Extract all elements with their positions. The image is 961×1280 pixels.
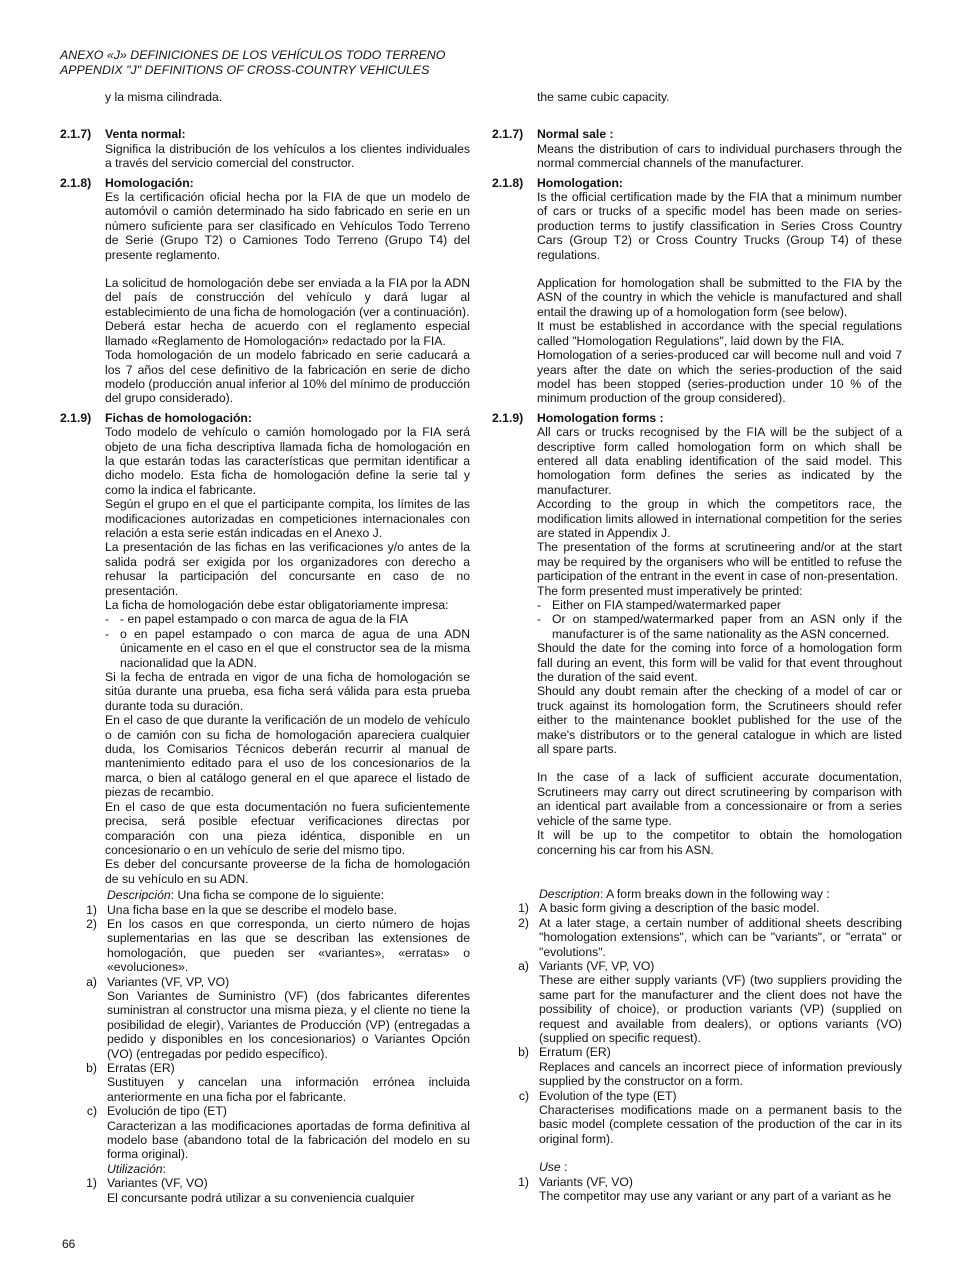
section-number: 2.1.9) bbox=[492, 410, 524, 425]
numbered-item: 1) Variants (VF, VO) The competitor may use any variant or any part of a variant as he bbox=[518, 1174, 892, 1204]
paragraph: It must be established in accordance with the special regulations called "Homologation Regulations", laid down by the FIA. bbox=[537, 319, 902, 348]
paragraph: Es deber del concursante proveerse de la ficha de homologación de su vehículo en su ADN. bbox=[105, 857, 470, 886]
section-title: Homologation forms : bbox=[537, 410, 664, 425]
paragraph: In the case of a lack of sufficient accurate documentation, Scrutineers may carry out direct scrutineering by comparison with an identical part available from a concessionaire or from a series vehicle of the same type. bbox=[537, 770, 902, 828]
description-text: : A form breaks down in the following way : bbox=[599, 886, 830, 901]
continued-text: y la misma cilindrada. bbox=[105, 90, 223, 104]
description-block: Descripción: Una ficha se compone de lo siguiente: 1) Una ficha base en la que se describe el modelo base. 2) En los casos en que corresponda, un cierto número de hojas suplementarias en las que se describan las extensiones de homologación, que pueden ser «variantes», «erratas» o «evoluciones». a) Variantes (VF, VP, VO) Son Variantes de Suministro (VF) (dos fabricantes diferentes suministran al constructor una misma pieza, y el cliente no tiene la posibilidad de elegir), Variantes de Producción (VP) (entregadas a pedido y disponibles en los concesionarios) o Variantes Opción (VO) (entregadas por pedido específico). b) Erratas (ER) Sustituyen y cancelan una información errónea incluida anteriormente en una ficha por el fabricante. c) Evolución de tipo (ET) Caracterizan a las modificaciones aportadas de forma definitiva al modelo base (abandono total de la fabricación del modelo en su forma original). Utilización: 1) Variantes (VF, VO) El concursante podrá utilizar a su conveniencia cualquier bbox=[60, 888, 470, 1205]
section-title: Fichas de homologación: bbox=[105, 410, 252, 425]
paragraph: La ficha de homologación debe estar obligatoriamente impresa: bbox=[105, 598, 449, 612]
section-number: 2.1.7) bbox=[60, 127, 92, 142]
section-number: 2.1.9) bbox=[60, 410, 92, 425]
lettered-item: b) Erratum (ER) Replaces and cancels an incorrect piece of information previously supplied by the constructor on a form. bbox=[518, 1045, 902, 1089]
dash-item: - o en papel estampado o con marca de agua de una ADN únicamente en el caso en el que el constructor sea de la misma nacionalidad que la ADN. bbox=[105, 626, 470, 670]
paragraph: All cars or trucks recognised by the FIA will be the subject of a descriptive form called homologation form on which shall be entered all data enabling identification of the said model. This homologation form defines the series as indicated by the manufacturer. bbox=[537, 425, 902, 497]
numbered-item: 1) A basic form giving a description of the basic model. bbox=[518, 901, 820, 916]
paragraph: The presentation of the forms at scrutineering and/or at the start may be required by the organisers who will be entitled to refuse the participation of the entrant in the event in case of non-presentation. bbox=[537, 540, 902, 584]
section-2-1-7 bbox=[492, 127, 902, 170]
paragraph: Si la fecha de entrada en vigor de una ficha de homologación se sitúa durante una prueba, esa ficha será válida para esta prueba durante toda su duración. bbox=[105, 670, 470, 713]
lettered-item: c) Evolución de tipo (ET) Caracterizan a las modificaciones aportadas de forma definitiva al modelo base (abandono total de la fabricación del modelo en su forma original). bbox=[86, 1104, 470, 1162]
paragraph: Should the date for the coming into force of a homologation form fall during an event, this form will be valid for that event throughout the duration of the said event. bbox=[537, 641, 902, 685]
lettered-item: c) Evolution of the type (ET) Characterises modifications made on a permanent basis to the basic model (complete cessation of the production of the car in its original form). bbox=[518, 1088, 902, 1146]
numbered-item: 1) Una ficha base en la que se describe el modelo base. bbox=[86, 902, 397, 917]
section-title: Normal sale : bbox=[537, 127, 614, 142]
description-block: Description: A form breaks down in the following way : 1) A basic form giving a description of the basic model. 2) At a later stage, a certain number of additional sheets describing "homologation extensions", which can be "variants", or "errata" or "evolutions". a) Variants (VF, VP, VO) These are either supply variants (VF) (two suppliers providing the same part for the manufacturer and the client does not have the possibility of choice), or production variants (VP) (supplied on request and available from dealers), or options variants (VO) (supplied on specific request). b) Erratum (ER) Replaces and cancels an incorrect piece of information previously supplied by the constructor on a form. c) Evolution of the type (ET) Characterises modifications made on a permanent basis to the basic model (complete cessation of the production of the car in its original form). Use : 1) Variants (VF, VO) The competitor may use any variant or any part of a variant as he bbox=[492, 887, 902, 1204]
paragraph: La solicitud de homologación debe ser enviada a la FIA por la ADN del país de construcción del vehículo y dará lugar al establecimiento de una ficha de homologación (ver a continuación). bbox=[105, 276, 470, 319]
section-number: 2.1.7) bbox=[492, 127, 524, 142]
use-label: Use bbox=[539, 1160, 561, 1175]
paragraph: Means the distribution of cars to individual purchasers through the normal commercial channels of the manufacturer. bbox=[537, 141, 902, 171]
paragraph: En el caso de que durante la verificación de un modelo de vehículo o de camión con su ficha de homologación apareciera cualquier duda, los Comisarios Técnicos deberán recurrir al manual de mantenimiento editado para el uso de los concesionarios de la marca, o bien al catálogo general en el que aparece el listado de piezas de recambio. bbox=[105, 713, 470, 800]
paragraph: Significa la distribución de los vehículos a los clientes individuales a través del servicio comercial del constructor. bbox=[105, 141, 470, 171]
header-title-en: APPENDIX "J" DEFINITIONS OF CROSS-COUNTRY VEHICULES bbox=[60, 63, 430, 77]
paragraph: Según el grupo en el que el participante compita, los límites de las modificaciones autorizadas en competiciones internacionales con relación a esta serie están indicadas en el Anexo J. bbox=[105, 497, 470, 540]
section-2-1-7 bbox=[60, 127, 470, 170]
paragraph: The form presented must imperatively be printed: bbox=[537, 583, 803, 598]
dash-item: - - en papel estampado o con marca de agua de la FIA bbox=[105, 612, 408, 627]
numbered-item: 1) Variantes (VF, VO) El concursante podrá utilizar a su conveniencia cualquier bbox=[86, 1176, 415, 1205]
paragraph: Should any doubt remain after the checking of a model of car or truck against its homologation form, the Scrutineers should refer either to the maintenance booklet published for the use of the make's distributors or to the general catalogue in which are listed all spare parts. bbox=[537, 684, 902, 757]
use-label: Utilización bbox=[107, 1161, 163, 1176]
paragraph: Application for homologation shall be submitted to the FIA by the ASN of the country in which the vehicle is manufactured and shall entail the drawing up of a homologation form (see below). bbox=[537, 276, 902, 319]
section-title: Homologation: bbox=[537, 175, 623, 190]
description-label: Description bbox=[539, 886, 600, 901]
paragraph: Es la certificación oficial hecha por la FIA de que un modelo de automóvil o camión determinado ha sido fabricado en serie en un número suficiente para ser clasificado en Vehículos Todo Terreno de Serie (Grupo T2) o Camiones Todo Terreno (Grupo T4) del presente reglamento. bbox=[105, 190, 470, 262]
paragraph: Is the official certification made by the FIA that a minimum number of cars or trucks of a specific model has been made on series-production terms to justify classification in Series Cross Country Cars (Group T2) or Cross Country Trucks (Group T4) of these regulations. bbox=[537, 190, 902, 262]
column-english bbox=[492, 90, 902, 1203]
dash-item: - Or on stamped/watermarked paper from an ASN only if the manufacturer is of the same nationality as the ASN concerned. bbox=[537, 612, 902, 641]
paragraph: La presentación de las fichas en las verificaciones y/o antes de la salida podrá ser exigida por los organizadores con derecho a rehusar la participación del concursante en caso de no presentación. bbox=[105, 540, 470, 598]
section-number: 2.1.8) bbox=[492, 175, 524, 190]
section-title: Homologación: bbox=[105, 175, 194, 190]
paragraph: En el caso de que esta documentación no fuera suficientemente precisa, será posible efectuar verificaciones directas por comparación con una pieza idéntica, disponible en un concesionario o en un vehículo de serie del mismo tipo. bbox=[105, 799, 470, 857]
lettered-item: b) Erratas (ER) Sustituyen y cancelan una información errónea incluida anteriormente en una ficha por el fabricante. bbox=[86, 1061, 470, 1104]
lettered-item: a) Variantes (VF, VP, VO) Son Variantes de Suministro (VF) (dos fabricantes diferentes suministran al constructor una misma pieza, y el cliente no tiene la posibilidad de elegir), Variantes de Producción (VP) (entregadas a pedido y disponibles en los concesionarios) o Variantes Opción (VO) (entregadas por pedido específico). bbox=[86, 974, 470, 1061]
section-number: 2.1.8) bbox=[60, 175, 92, 190]
paragraph: It will be up to the competitor to obtain the homologation concerning his car from his ASN. bbox=[537, 828, 902, 857]
continued-text: the same cubic capacity. bbox=[537, 90, 670, 104]
paragraph: Homologation of a series-produced car will become null and void 7 years after the date on which the series-production of the said model has been stopped (series-production under 10 % of the minimum production of the group considered). bbox=[537, 348, 902, 406]
paragraph: Todo modelo de vehículo o camión homologado por la FIA será objeto de una ficha descriptiva llamada ficha de homologación en la que estarán todas las características que permitan identificar a dicho modelo. Esta ficha de homologación define la serie tal y como la indica el fabricante. bbox=[105, 425, 470, 497]
section-2-1-8 bbox=[60, 176, 470, 406]
section-2-1-9 bbox=[60, 411, 470, 886]
paragraph: According to the group in which the competitors race, the modification limits allowed in international competition for the series are stated in Appendix J. bbox=[537, 497, 902, 540]
running-header bbox=[60, 48, 445, 78]
dash-item: - Either on FIA stamped/watermarked paper bbox=[537, 598, 781, 612]
paragraph: Deberá estar hecha de acuerdo con el reglamento especial llamado «Reglamento de Homologación» redactado por la FIA. bbox=[105, 319, 470, 348]
paragraph: Toda homologación de un modelo fabricado en serie caducará a los 7 años del cese definitivo de la fabricación en serie de dicho modelo (producción anual inferior al 10% del mínimo de producción del grupo considerado). bbox=[105, 348, 470, 406]
column-spanish bbox=[60, 90, 470, 1205]
description-label: Descripción bbox=[107, 888, 171, 903]
section-title: Venta normal: bbox=[105, 127, 186, 142]
numbered-item: 2) At a later stage, a certain number of additional sheets describing "homologation extensions", which can be "variants", or "errata" or "evolutions". bbox=[518, 915, 902, 959]
section-2-1-8 bbox=[492, 176, 902, 406]
page-number: 66 bbox=[62, 1237, 76, 1251]
description-text: : Una ficha se compone de lo siguiente: bbox=[170, 888, 385, 903]
section-2-1-9 bbox=[492, 411, 902, 857]
numbered-item: 2) En los casos en que corresponda, un cierto número de hojas suplementarias en las que se describan las extensiones de homologación, que pueden ser «variantes», «erratas» o «evoluciones». bbox=[86, 916, 470, 975]
lettered-item: a) Variants (VF, VP, VO) These are either supply variants (VF) (two suppliers providing the same part for the manufacturer and the client does not have the possibility of choice), or production variants (VP) (supplied on request and available from dealers), or options variants (VO) (supplied on specific request). bbox=[518, 958, 902, 1045]
header-title-es: ANEXO «J» DEFINICIONES DE LOS VEHÍCULOS TODO TERRENO bbox=[60, 48, 446, 62]
